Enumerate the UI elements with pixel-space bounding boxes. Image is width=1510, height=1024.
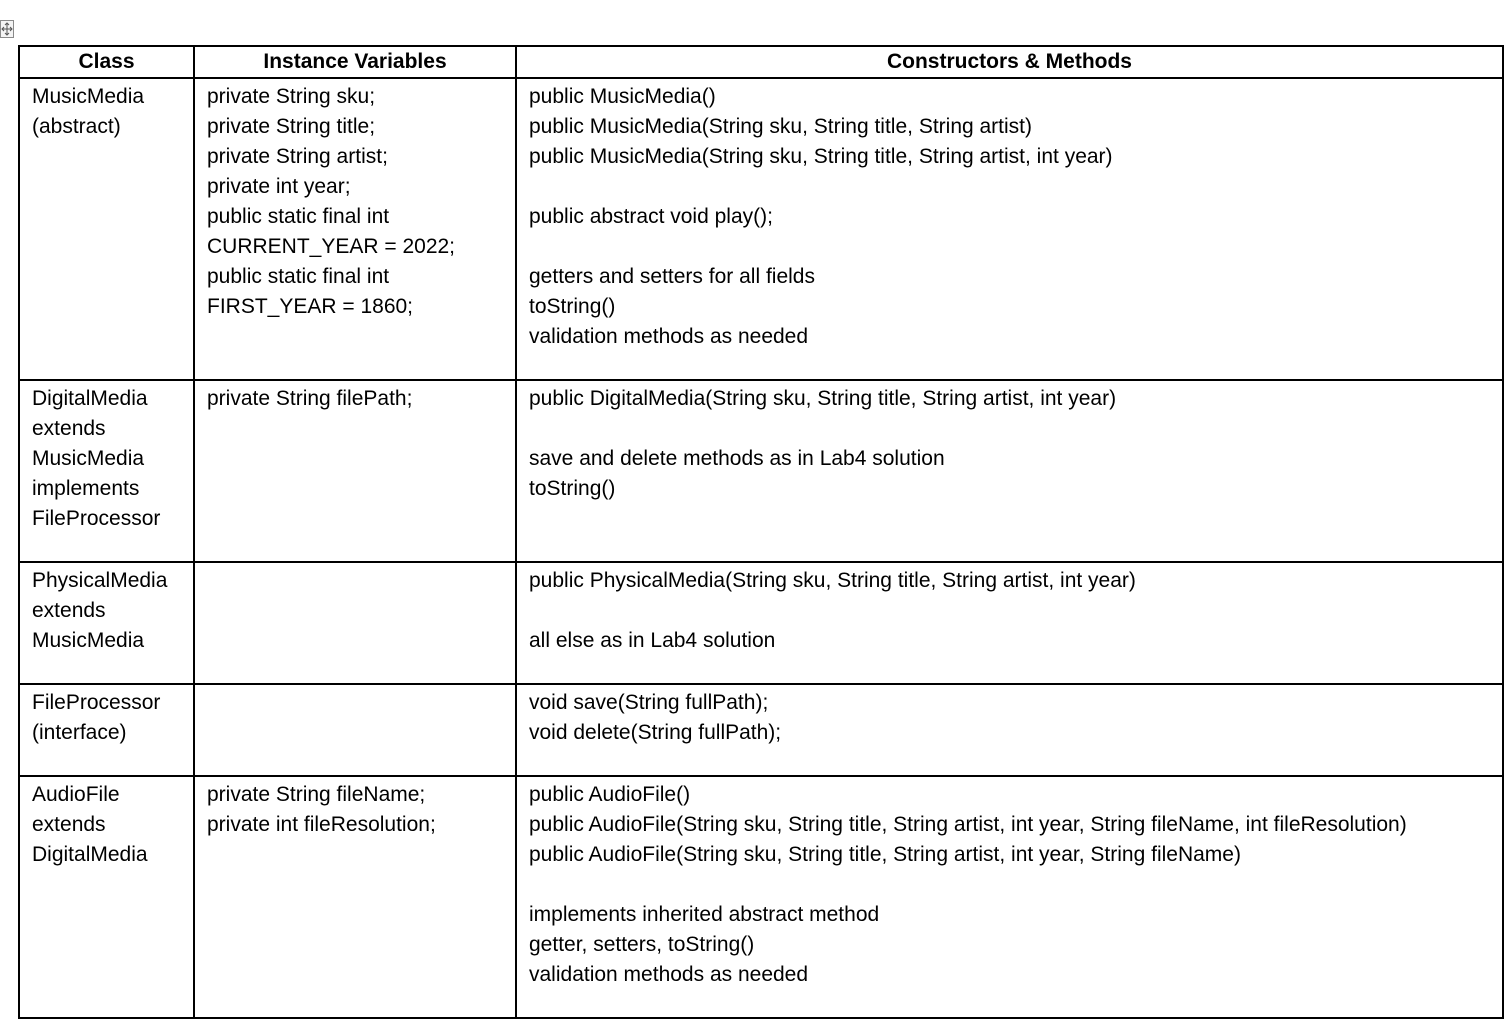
method-line: all else as in Lab4 solution — [529, 629, 776, 652]
method-line: implements inherited abstract method — [529, 903, 880, 926]
class-name-line: FileProcessor — [32, 507, 161, 530]
instance-variable-line: private int fileResolution; — [207, 813, 436, 836]
method-line — [529, 172, 1490, 202]
method-line: getter, setters, toString() — [529, 933, 755, 956]
instance-variable-line: private String sku; — [207, 85, 376, 108]
method-line: public PhysicalMedia(String sku, String title, String artist, int year) — [529, 569, 1136, 592]
class-name-line: PhysicalMedia — [32, 569, 168, 592]
class-design-table — [18, 45, 1504, 1019]
table-header-row — [19, 46, 1503, 78]
instance-variable-line: public static final int — [207, 205, 390, 228]
method-line: getters and setters for all fields — [529, 265, 815, 288]
instance-variables-cell — [194, 562, 516, 684]
class-name-line: extends — [32, 599, 106, 622]
method-line: public AudioFile() — [529, 783, 691, 806]
instance-variable-line: CURRENT_YEAR = 2022; — [207, 235, 456, 258]
method-line: void save(String fullPath); — [529, 691, 769, 714]
method-line: save and delete methods as in Lab4 solution — [529, 447, 945, 470]
class-name-line: extends — [32, 417, 106, 440]
method-line — [529, 596, 1490, 626]
instance-variable-line: public static final int — [207, 265, 390, 288]
instance-variables-cell — [194, 78, 516, 380]
methods-cell — [516, 562, 1503, 684]
class-name-line: implements — [32, 477, 140, 500]
header-class: Class — [19, 46, 194, 78]
instance-variable-line: private int year; — [207, 175, 351, 198]
method-line — [529, 870, 1490, 900]
methods-cell — [516, 380, 1503, 562]
class-name-line: (interface) — [32, 721, 127, 744]
method-line: validation methods as needed — [529, 963, 809, 986]
method-line: public AudioFile(String sku, String title, String artist, int year, String fileName) — [529, 843, 1241, 866]
method-line — [529, 232, 1490, 262]
method-line: public DigitalMedia(String sku, String title, String artist, int year) — [529, 387, 1117, 410]
instance-variable-line: FIRST_YEAR = 1860; — [207, 295, 414, 318]
methods-cell — [516, 776, 1503, 1018]
class-name-line: MusicMedia — [32, 629, 145, 652]
instance-variable-line: private String title; — [207, 115, 376, 138]
method-line: toString() — [529, 477, 616, 500]
method-line: validation methods as needed — [529, 325, 809, 348]
table-row — [19, 562, 1503, 684]
header-constructors-methods: Constructors & Methods — [516, 46, 1503, 78]
class-name-line: extends — [32, 813, 106, 836]
class-name-line: FileProcessor — [32, 691, 161, 714]
class-name-line: DigitalMedia — [32, 387, 148, 410]
method-line: public MusicMedia() — [529, 85, 716, 108]
table-row — [19, 684, 1503, 776]
class-name-line: MusicMedia — [32, 447, 145, 470]
method-line — [529, 414, 1490, 444]
class-name-line: DigitalMedia — [32, 843, 148, 866]
instance-variables-cell — [194, 380, 516, 562]
instance-variables-cell — [194, 776, 516, 1018]
table-row — [19, 78, 1503, 380]
class-cell — [19, 78, 194, 380]
method-line: public AudioFile(String sku, String title, String artist, int year, String fileName, int fileResolution) — [529, 813, 1407, 836]
table-row — [19, 776, 1503, 1018]
class-name-line: AudioFile — [32, 783, 120, 806]
instance-variables-cell — [194, 684, 516, 776]
header-instance-variables: Instance Variables — [194, 46, 516, 78]
class-cell — [19, 684, 194, 776]
instance-variable-line: private String artist; — [207, 145, 388, 168]
method-line: public MusicMedia(String sku, String title, String artist) — [529, 115, 1033, 138]
class-cell — [19, 380, 194, 562]
table-move-handle-icon[interactable] — [0, 20, 14, 38]
class-cell — [19, 776, 194, 1018]
table-row — [19, 380, 1503, 562]
method-line: void delete(String fullPath); — [529, 721, 782, 744]
methods-cell — [516, 684, 1503, 776]
method-line: public abstract void play(); — [529, 205, 773, 228]
class-name-line: MusicMedia — [32, 85, 145, 108]
instance-variable-line: private String filePath; — [207, 387, 413, 410]
instance-variable-line: private String fileName; — [207, 783, 426, 806]
method-line: public MusicMedia(String sku, String title, String artist, int year) — [529, 145, 1113, 168]
class-name-line: (abstract) — [32, 115, 121, 138]
method-line: toString() — [529, 295, 616, 318]
class-cell — [19, 562, 194, 684]
methods-cell — [516, 78, 1503, 380]
